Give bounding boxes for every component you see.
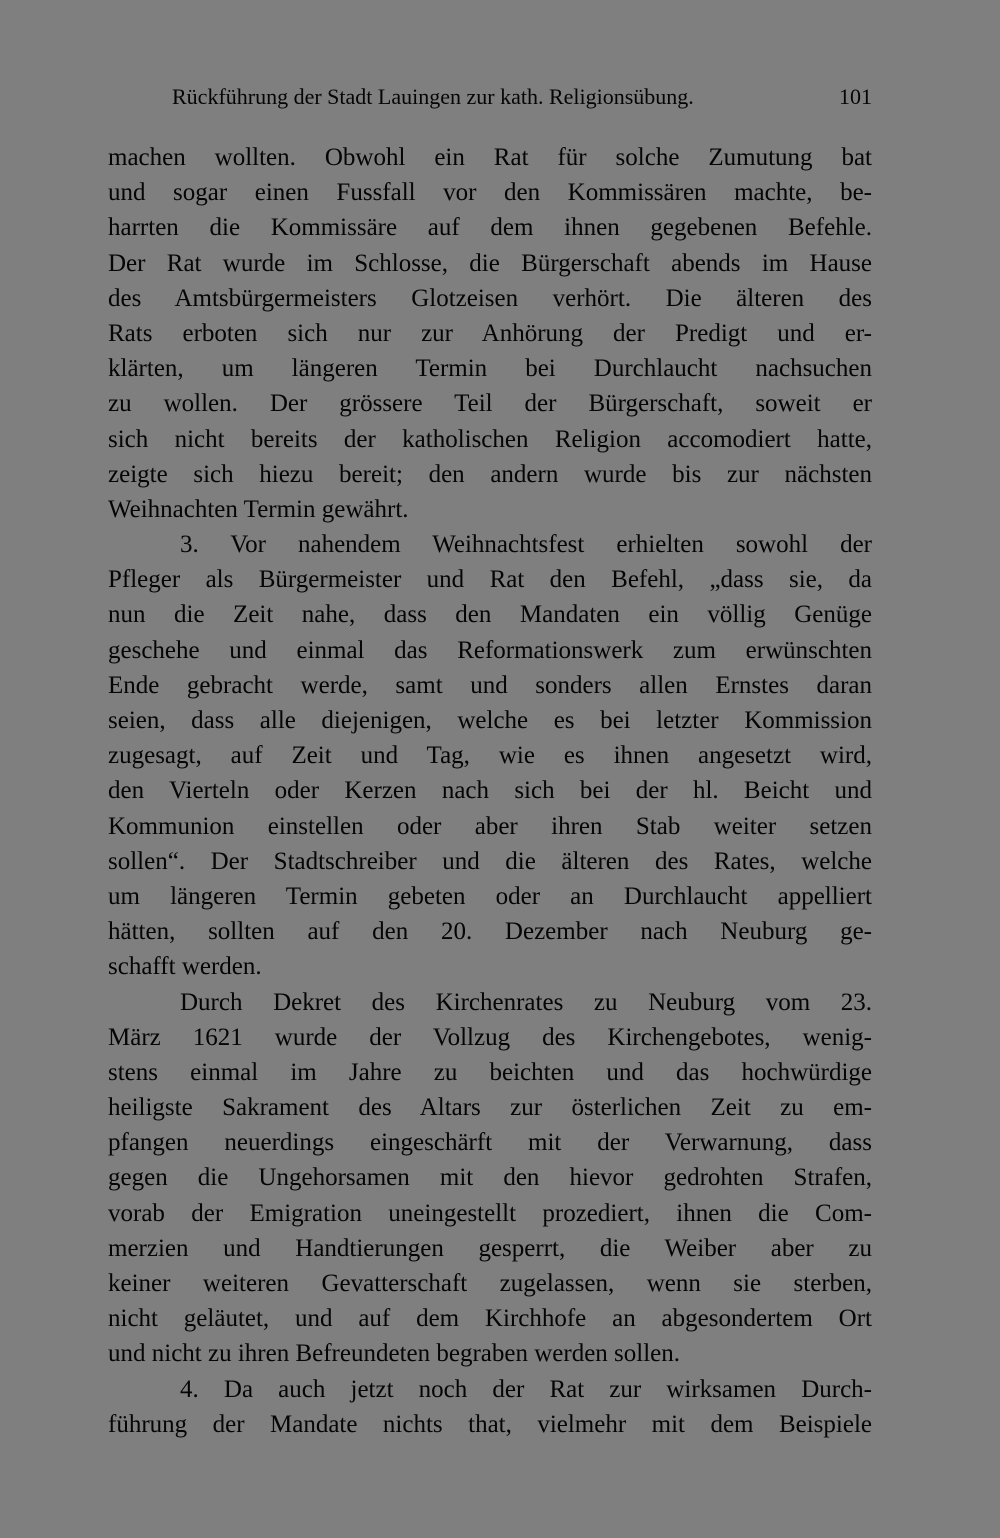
body-text xyxy=(108,140,872,1442)
text-line: 3. Vor nahendem Weihnachtsfest erhielten sowohl der xyxy=(180,531,872,559)
text-line: Rats erboten sich nur zur Anhörung der Predigt und er- xyxy=(108,319,872,347)
text-line: machen wollten. Obwohl ein Rat für solche Zumutung bat xyxy=(108,144,872,171)
text-line: Weihnachten Termin gewährt. xyxy=(108,495,409,523)
paragraph xyxy=(108,985,872,1372)
text-line: keiner weiteren Gevatterschaft zugelassen, wenn sie sterben, xyxy=(108,1270,872,1297)
running-title: Rückführung der Stadt Lauingen zur kath. Religionsübung. xyxy=(172,84,694,109)
running-header xyxy=(172,84,872,110)
text-line: 4. Da auch jetzt noch der Rat zur wirksamen Durch- xyxy=(180,1375,872,1403)
text-line: Ende gebracht werde, samt und sonders allen Ernstes daran xyxy=(108,671,872,699)
paragraph xyxy=(108,140,872,527)
text-line: gegen die Ungehorsamen mit den hievor gedrohten Strafen, xyxy=(108,1164,872,1192)
text-line: Durch Dekret des Kirchenrates zu Neuburg vom 23. xyxy=(180,988,872,1016)
text-line: sollen“. Der Stadtschreiber und die älteren des Rates, welche xyxy=(108,847,872,875)
text-line: Pfleger als Bürgermeister und Rat den Befehl, „dass sie, da xyxy=(108,566,872,594)
text-line: schafft werden. xyxy=(108,953,262,981)
text-line: nicht geläutet, und auf dem Kirchhofe an abgesondertem Ort xyxy=(108,1305,872,1333)
text-line: Der Rat wurde im Schlosse, die Bürgerschaft abends im Hause xyxy=(108,249,872,277)
text-line: zeigte sich hiezu bereit; den andern wurde bis zur nächsten xyxy=(108,460,872,488)
paragraph xyxy=(108,1372,872,1442)
text-line: nun die Zeit nahe, dass den Mandaten ein völlig Genüge xyxy=(108,601,872,629)
text-line: pfangen neuerdings eingeschärft mit der Verwarnung, dass xyxy=(108,1129,872,1157)
text-line: zu wollen. Der grössere Teil der Bürgerschaft, soweit er xyxy=(108,390,872,418)
paragraph xyxy=(108,527,872,984)
text-line: und nicht zu ihren Befreundeten begraben werden sollen. xyxy=(108,1340,681,1368)
text-line: heiligste Sakrament des Altars zur österlichen Zeit zu em- xyxy=(108,1094,872,1122)
text-line: März 1621 wurde der Vollzug des Kirchengebotes, wenig- xyxy=(108,1023,872,1051)
text-line: seien, dass alle diejenigen, welche es bei letzter Kommission xyxy=(108,707,872,734)
text-line: klärten, um längeren Termin bei Durchlaucht nachsuchen xyxy=(108,355,872,383)
text-line: merzien und Handtierungen gesperrt, die Weiber aber zu xyxy=(108,1234,872,1262)
text-line: den Vierteln oder Kerzen nach sich bei der hl. Beicht und xyxy=(108,777,872,805)
text-line: des Amtsbürgermeisters Glotzeisen verhört. Die älteren des xyxy=(108,284,872,312)
text-line: sich nicht bereits der katholischen Religion accomodiert hatte, xyxy=(108,425,872,453)
text-line: um längeren Termin gebeten oder an Durchlaucht appelliert xyxy=(108,882,872,910)
text-line: zugesagt, auf Zeit und Tag, wie es ihnen angesetzt wird, xyxy=(108,742,872,770)
text-line: hätten, sollten auf den 20. Dezember nach Neuburg ge- xyxy=(108,918,872,946)
text-line: führung der Mandate nichts that, vielmehr mit dem Beispiele xyxy=(108,1410,872,1438)
text-line: Kommunion einstellen oder aber ihren Stab weiter setzen xyxy=(108,812,872,840)
text-line: stens einmal im Jahre zu beichten und das hochwürdige xyxy=(108,1058,872,1086)
text-line: geschehe und einmal das Reformationswerk zum erwünschten xyxy=(108,636,872,664)
text-line: und sogar einen Fussfall vor den Kommissären machte, be- xyxy=(108,179,872,207)
text-line: vorab der Emigration uneingestellt prozediert, ihnen die Com- xyxy=(108,1199,872,1227)
text-line: harrten die Kommissäre auf dem ihnen gegebenen Befehle. xyxy=(108,214,872,242)
page-number: 101 xyxy=(839,84,872,109)
